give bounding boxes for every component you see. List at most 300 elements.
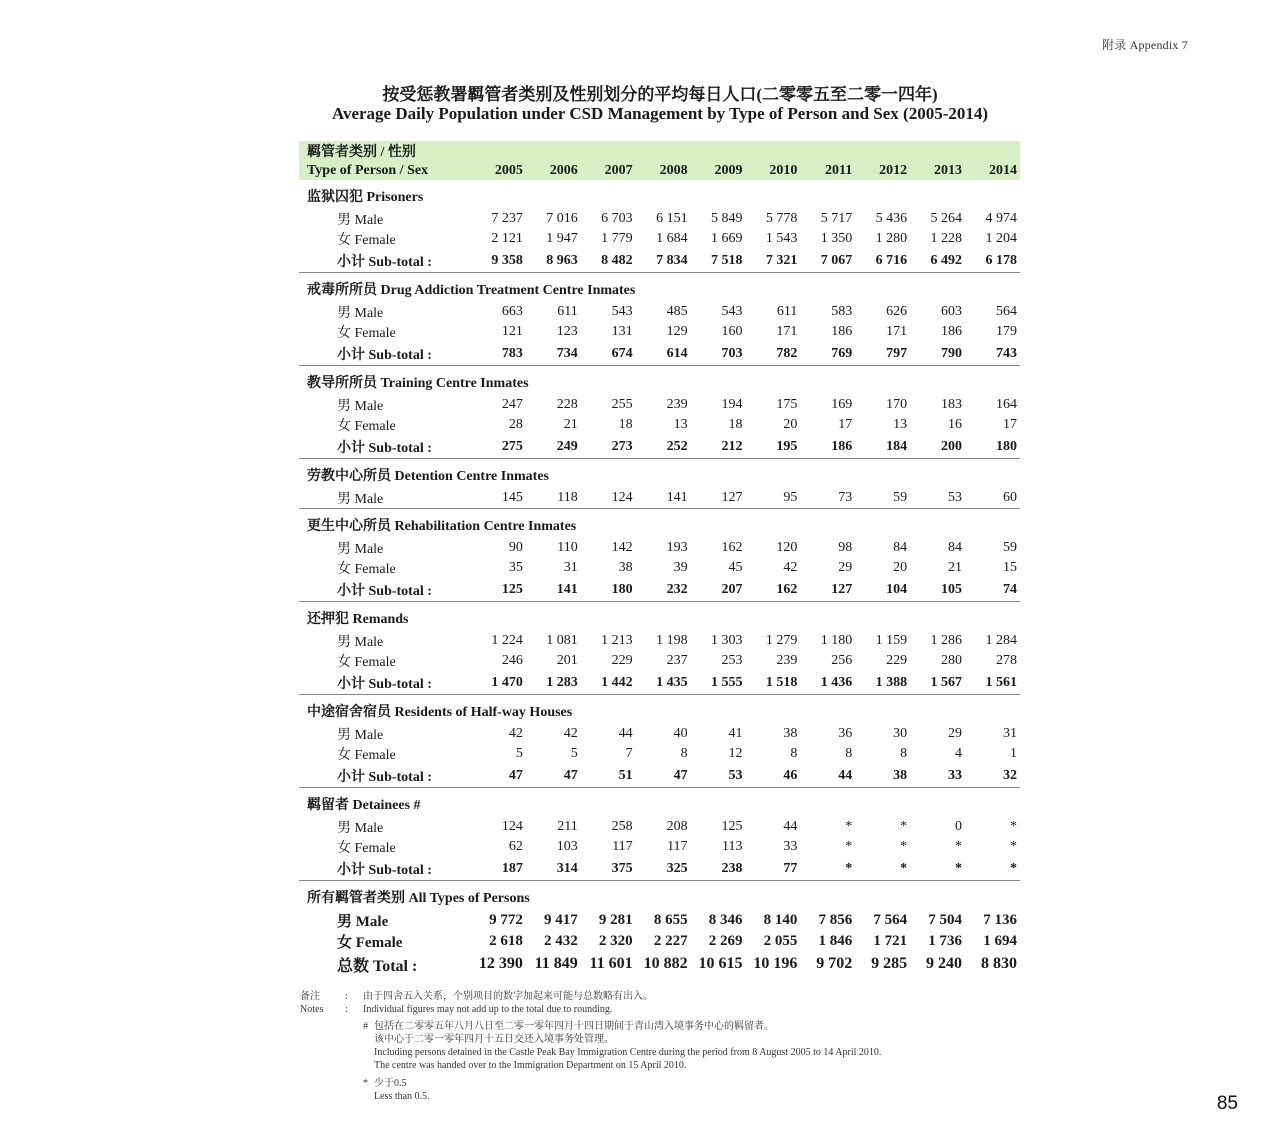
value-cell: 1 721: [873, 933, 908, 949]
value-cell: 21: [948, 560, 963, 575]
value-cell: 6 178: [965, 249, 1020, 273]
value-cell: 142: [611, 540, 633, 555]
row-label: 女 Female: [337, 655, 396, 670]
subtotal-label: 小计 Sub-total :: [299, 249, 471, 273]
subtotal-row: [299, 342, 1020, 366]
value-cell: 1 279: [765, 633, 798, 648]
year-header: 2013: [910, 161, 965, 180]
value-cell: 2 618: [489, 933, 523, 949]
notes-key-english: Notes: [300, 1004, 324, 1015]
value-cell: 280: [941, 653, 963, 668]
value-cell: 45: [728, 560, 743, 575]
value-cell: 5 717: [820, 211, 853, 226]
year-header: 2006: [526, 161, 581, 180]
section-title: 戒毒所所员 Drug Addiction Treatment Centre Inmates: [307, 283, 636, 298]
table-row: [299, 558, 1020, 578]
value-cell: 228: [556, 397, 578, 412]
value-cell: 53: [910, 488, 965, 509]
table-row: [299, 651, 1020, 671]
value-cell: 179: [996, 324, 1018, 339]
page-number: 85: [1216, 1093, 1238, 1114]
value-cell: 13: [893, 417, 908, 432]
value-cell: 2 055: [763, 933, 798, 949]
value-cell: 229: [611, 653, 633, 668]
value-cell: 20: [893, 560, 908, 575]
value-cell: 44: [800, 764, 855, 788]
value-cell: 113: [721, 839, 743, 854]
value-cell: 162: [745, 578, 800, 602]
table-row: [299, 415, 1020, 435]
value-cell: 325: [636, 857, 691, 881]
value-cell: 18: [618, 417, 633, 432]
value-cell: 5: [515, 746, 523, 761]
value-cell: 208: [666, 819, 688, 834]
value-cell: 212: [691, 435, 746, 459]
value-cell: 9 281: [598, 912, 633, 928]
year-header: 2012: [855, 161, 910, 180]
row-label: 男 Male: [337, 306, 384, 321]
value-cell: *: [955, 839, 963, 854]
value-cell: 95: [745, 488, 800, 509]
table-row: [299, 229, 1020, 249]
value-cell: 743: [965, 342, 1020, 366]
value-cell: 84: [948, 540, 963, 555]
table-row: [299, 631, 1020, 651]
value-cell: 11 601: [589, 955, 633, 972]
value-cell: 1 180: [820, 633, 853, 648]
table-title-chinese: 按受惩教署羁管者类别及性别划分的平均每日人口(二零零五至二零一四年): [382, 85, 938, 104]
value-cell: 229: [886, 653, 908, 668]
subtotal-label: 小计 Sub-total :: [299, 671, 471, 695]
value-cell: 41: [728, 726, 743, 741]
header-label-english: Type of Person / Sex: [299, 161, 471, 180]
value-cell: 0: [955, 819, 963, 834]
value-cell: 117: [667, 839, 688, 854]
value-cell: 1 280: [875, 231, 908, 246]
value-cell: 12: [728, 746, 743, 761]
value-cell: *: [800, 857, 855, 881]
value-cell: 1 350: [820, 231, 853, 246]
value-cell: 59: [855, 488, 910, 509]
note-rounding-english: Individual figures may not add up to the total due to rounding.: [363, 1004, 613, 1015]
value-cell: 782: [745, 342, 800, 366]
value-cell: 1 081: [546, 633, 578, 648]
value-cell: 36: [838, 726, 853, 741]
value-cell: 734: [526, 342, 581, 366]
value-cell: 195: [745, 435, 800, 459]
note-hash-symbol: #: [363, 1021, 368, 1032]
value-cell: 7 237: [491, 211, 523, 226]
value-cell: 485: [666, 304, 688, 319]
value-cell: 17: [838, 417, 853, 432]
value-cell: 10 882: [643, 955, 688, 972]
subtotal-label: 小计 Sub-total :: [299, 578, 471, 602]
value-cell: 141: [636, 488, 691, 509]
value-cell: 769: [800, 342, 855, 366]
value-cell: 611: [557, 304, 578, 319]
value-cell: 170: [886, 397, 908, 412]
value-cell: 84: [893, 540, 908, 555]
value-cell: 9 285: [871, 955, 908, 972]
all-types-male-row: [299, 910, 1020, 931]
value-cell: 5 264: [930, 211, 963, 226]
value-cell: 38: [783, 726, 798, 741]
value-cell: 2 432: [544, 933, 578, 949]
value-cell: 583: [831, 304, 853, 319]
value-cell: 8 655: [653, 912, 688, 928]
table-row: [299, 538, 1020, 558]
row-label: 男 Male: [337, 914, 389, 930]
value-cell: 1 947: [546, 231, 578, 246]
value-cell: 42: [783, 560, 798, 575]
value-cell: 2 121: [491, 231, 523, 246]
value-cell: 8 140: [763, 912, 798, 928]
table-title-english: Average Daily Population under CSD Management by Type of Person and Sex (2005-2014): [331, 104, 989, 123]
value-cell: 127: [691, 488, 746, 509]
value-cell: 238: [691, 857, 746, 881]
value-cell: 31: [1003, 726, 1018, 741]
value-cell: 1 228: [930, 231, 963, 246]
value-cell: 1 435: [636, 671, 691, 695]
value-cell: 33: [910, 764, 965, 788]
value-cell: 38: [618, 560, 633, 575]
value-cell: 6 703: [601, 211, 633, 226]
value-cell: 6 716: [855, 249, 910, 273]
value-cell: 1 284: [985, 633, 1018, 648]
value-cell: 6 492: [910, 249, 965, 273]
value-cell: 171: [886, 324, 908, 339]
subtotal-label: 小计 Sub-total :: [299, 435, 471, 459]
value-cell: 42: [508, 726, 523, 741]
value-cell: 8 963: [526, 249, 581, 273]
value-cell: 2 269: [708, 933, 743, 949]
value-cell: 60: [965, 488, 1020, 509]
year-header: 2010: [745, 161, 800, 180]
value-cell: 5: [570, 746, 578, 761]
value-cell: 1 567: [910, 671, 965, 695]
row-label: 男 Male: [337, 542, 384, 557]
note-hash-english-2: The centre was handed over to the Immigration Department on 15 April 2010.: [374, 1060, 687, 1071]
value-cell: 46: [745, 764, 800, 788]
value-cell: 4 974: [985, 211, 1018, 226]
value-cell: 105: [910, 578, 965, 602]
value-cell: 249: [526, 435, 581, 459]
value-cell: 8 482: [581, 249, 636, 273]
value-cell: 1 286: [930, 633, 963, 648]
section-title: 更生中心所员 Rehabilitation Centre Inmates: [307, 519, 577, 534]
value-cell: 237: [666, 653, 688, 668]
value-cell: 121: [501, 324, 523, 339]
value-cell: 17: [1003, 417, 1018, 432]
value-cell: 44: [618, 726, 633, 741]
value-cell: 77: [745, 857, 800, 881]
row-label: 男 Male: [299, 488, 471, 509]
table-row: [299, 488, 1020, 509]
value-cell: 614: [636, 342, 691, 366]
value-cell: 2 320: [598, 933, 633, 949]
row-label: 女 Female: [337, 326, 396, 341]
value-cell: 175: [776, 397, 798, 412]
value-cell: 8: [680, 746, 688, 761]
value-cell: 239: [666, 397, 688, 412]
value-cell: 1 159: [875, 633, 908, 648]
value-cell: 186: [941, 324, 963, 339]
value-cell: 211: [557, 819, 578, 834]
value-cell: 1 470: [471, 671, 526, 695]
value-cell: 1 669: [710, 231, 743, 246]
value-cell: 31: [563, 560, 578, 575]
value-cell: 110: [557, 540, 578, 555]
value-cell: 47: [526, 764, 581, 788]
note-hash-english-1: Including persons detained in the Castle Peak Bay Immigration Centre during the period from 8 August 2005 to 14 April 2010.: [374, 1047, 882, 1058]
year-header: 2009: [691, 161, 746, 180]
value-cell: 117: [612, 839, 633, 854]
value-cell: 674: [581, 342, 636, 366]
subtotal-row: [299, 764, 1020, 788]
value-cell: 123: [556, 324, 578, 339]
value-cell: 180: [581, 578, 636, 602]
value-cell: 703: [691, 342, 746, 366]
value-cell: 6 151: [656, 211, 688, 226]
value-cell: 1 736: [928, 933, 963, 949]
value-cell: 90: [508, 540, 523, 555]
value-cell: 314: [526, 857, 581, 881]
year-header: 2014: [965, 161, 1020, 180]
value-cell: 8: [845, 746, 853, 761]
value-cell: 160: [721, 324, 743, 339]
table-row: [299, 395, 1020, 415]
value-cell: 32: [965, 764, 1020, 788]
value-cell: 183: [941, 397, 963, 412]
value-cell: 169: [831, 397, 853, 412]
value-cell: 273: [581, 435, 636, 459]
value-cell: 8: [790, 746, 798, 761]
note-hash-chinese-1: 包括在二零零五年八月八日至二零一零年四月十四日期间于青山湾入境事务中心的羁留者。: [374, 1021, 774, 1032]
table-row: [299, 302, 1020, 322]
value-cell: 125: [471, 578, 526, 602]
section-title: 羁留者 Detainees #: [307, 798, 421, 813]
value-cell: 74: [965, 578, 1020, 602]
note-hash-chinese-2: 该中心于二零一零年四月十五日交还入境事务处管理。: [374, 1034, 614, 1045]
value-cell: 21: [563, 417, 578, 432]
value-cell: 1 846: [818, 933, 853, 949]
value-cell: 4: [955, 746, 963, 761]
subtotal-row: [299, 578, 1020, 602]
value-cell: *: [1010, 839, 1018, 854]
value-cell: 1 779: [601, 231, 633, 246]
section-title: 教导所所员 Training Centre Inmates: [307, 376, 529, 391]
value-cell: 7 856: [818, 912, 853, 928]
value-cell: 8: [900, 746, 908, 761]
value-cell: 278: [996, 653, 1018, 668]
value-cell: 5 436: [875, 211, 908, 226]
table-row: [299, 744, 1020, 764]
row-label: 女 Female: [337, 562, 396, 577]
value-cell: 207: [691, 578, 746, 602]
value-cell: 186: [831, 324, 853, 339]
row-label: 女 Female: [337, 419, 396, 434]
row-label: 女 Female: [337, 233, 396, 248]
value-cell: 62: [508, 839, 523, 854]
value-cell: 1 224: [491, 633, 523, 648]
value-cell: 8 830: [981, 955, 1018, 972]
value-cell: 7 518: [691, 249, 746, 273]
value-cell: 51: [581, 764, 636, 788]
value-cell: 246: [501, 653, 523, 668]
subtotal-row: [299, 435, 1020, 459]
header-label-chinese: 羁管者类别 / 性别: [299, 141, 1020, 161]
row-label: 男 Male: [337, 728, 384, 743]
value-cell: *: [1010, 819, 1018, 834]
section-title: 监狱囚犯 Prisoners: [307, 190, 424, 205]
value-cell: 11 849: [534, 955, 578, 972]
table-row: [299, 837, 1020, 857]
row-label: 男 Male: [337, 821, 384, 836]
value-cell: 10 196: [753, 955, 798, 972]
value-cell: 28: [508, 417, 523, 432]
value-cell: 38: [855, 764, 910, 788]
value-cell: 103: [556, 839, 578, 854]
subtotal-label: 小计 Sub-total :: [299, 857, 471, 881]
value-cell: 9 417: [544, 912, 578, 928]
subtotal-row: [299, 671, 1020, 695]
value-cell: 9 702: [816, 955, 853, 972]
value-cell: 247: [501, 397, 523, 412]
value-cell: 564: [996, 304, 1018, 319]
value-cell: 184: [855, 435, 910, 459]
value-cell: 35: [508, 560, 523, 575]
value-cell: 7 016: [546, 211, 578, 226]
row-label: 女 Female: [337, 748, 396, 763]
subtotal-row: [299, 249, 1020, 273]
value-cell: 543: [611, 304, 633, 319]
value-cell: *: [910, 857, 965, 881]
value-cell: 131: [611, 324, 633, 339]
value-cell: 375: [581, 857, 636, 881]
population-table: [299, 141, 1020, 976]
year-header: 2011: [800, 161, 855, 180]
value-cell: 187: [471, 857, 526, 881]
row-label: 女 Female: [337, 935, 403, 951]
value-cell: 603: [941, 304, 963, 319]
notes-colon: :: [345, 991, 348, 1002]
row-label: 男 Male: [337, 399, 384, 414]
all-types-female-row: [299, 931, 1020, 952]
row-label: 女 Female: [337, 841, 396, 856]
grand-total-row: [299, 952, 1020, 976]
value-cell: 1 561: [965, 671, 1020, 695]
table-row: [299, 322, 1020, 342]
value-cell: *: [965, 857, 1020, 881]
value-cell: 200: [910, 435, 965, 459]
value-cell: 252: [636, 435, 691, 459]
value-cell: 790: [910, 342, 965, 366]
population-table-container: [299, 141, 1020, 976]
value-cell: 1 684: [656, 231, 688, 246]
value-cell: 626: [886, 304, 908, 319]
value-cell: 42: [563, 726, 578, 741]
value-cell: 8 346: [708, 912, 743, 928]
notes-colon: :: [345, 1004, 348, 1015]
value-cell: *: [900, 839, 908, 854]
value-cell: 1 555: [691, 671, 746, 695]
value-cell: 124: [581, 488, 636, 509]
value-cell: 120: [776, 540, 798, 555]
value-cell: 186: [800, 435, 855, 459]
value-cell: *: [845, 839, 853, 854]
value-cell: 33: [783, 839, 798, 854]
value-cell: 18: [728, 417, 743, 432]
note-star-symbol: *: [363, 1078, 368, 1089]
value-cell: 12 390: [478, 955, 523, 972]
table-row: [299, 209, 1020, 229]
value-cell: *: [900, 819, 908, 834]
value-cell: 7 564: [873, 912, 908, 928]
value-cell: 193: [666, 540, 688, 555]
value-cell: 232: [636, 578, 691, 602]
value-cell: 7 136: [983, 912, 1018, 928]
value-cell: 44: [783, 819, 798, 834]
value-cell: 1 436: [800, 671, 855, 695]
value-cell: 164: [996, 397, 1018, 412]
value-cell: 253: [721, 653, 743, 668]
value-cell: 783: [471, 342, 526, 366]
value-cell: 1 213: [601, 633, 633, 648]
value-cell: 30: [893, 726, 908, 741]
value-cell: 145: [471, 488, 526, 509]
value-cell: 611: [776, 304, 798, 319]
value-cell: 141: [526, 578, 581, 602]
value-cell: 47: [471, 764, 526, 788]
value-cell: 59: [1003, 540, 1018, 555]
value-cell: 1 543: [765, 231, 798, 246]
subtotal-label: 小计 Sub-total :: [299, 342, 471, 366]
value-cell: 543: [721, 304, 743, 319]
value-cell: 180: [965, 435, 1020, 459]
value-cell: 255: [611, 397, 633, 412]
value-cell: 124: [501, 819, 523, 834]
value-cell: 125: [721, 819, 743, 834]
value-cell: 53: [691, 764, 746, 788]
table-row: [299, 724, 1020, 744]
value-cell: 171: [776, 324, 798, 339]
value-cell: 239: [776, 653, 798, 668]
row-label: 男 Male: [337, 213, 384, 228]
value-cell: 9 358: [471, 249, 526, 273]
value-cell: 47: [636, 764, 691, 788]
value-cell: 16: [948, 417, 963, 432]
value-cell: 194: [721, 397, 743, 412]
notes-key-chinese: 备注: [300, 991, 320, 1002]
value-cell: 258: [611, 819, 633, 834]
value-cell: 7 321: [745, 249, 800, 273]
value-cell: 1 442: [581, 671, 636, 695]
value-cell: *: [855, 857, 910, 881]
value-cell: 1 283: [526, 671, 581, 695]
value-cell: 15: [1003, 560, 1018, 575]
value-cell: 73: [800, 488, 855, 509]
value-cell: 40: [673, 726, 688, 741]
table-row: [299, 817, 1020, 837]
grand-total-label: 总数 Total :: [337, 957, 418, 975]
value-cell: 29: [838, 560, 853, 575]
value-cell: 104: [855, 578, 910, 602]
value-cell: 29: [948, 726, 963, 741]
value-cell: 663: [501, 304, 523, 319]
note-rounding-chinese: 由于四舍五入关系，个别项目的数字加起来可能与总数略有出入。: [363, 991, 653, 1002]
value-cell: 1 303: [710, 633, 743, 648]
value-cell: 20: [783, 417, 798, 432]
